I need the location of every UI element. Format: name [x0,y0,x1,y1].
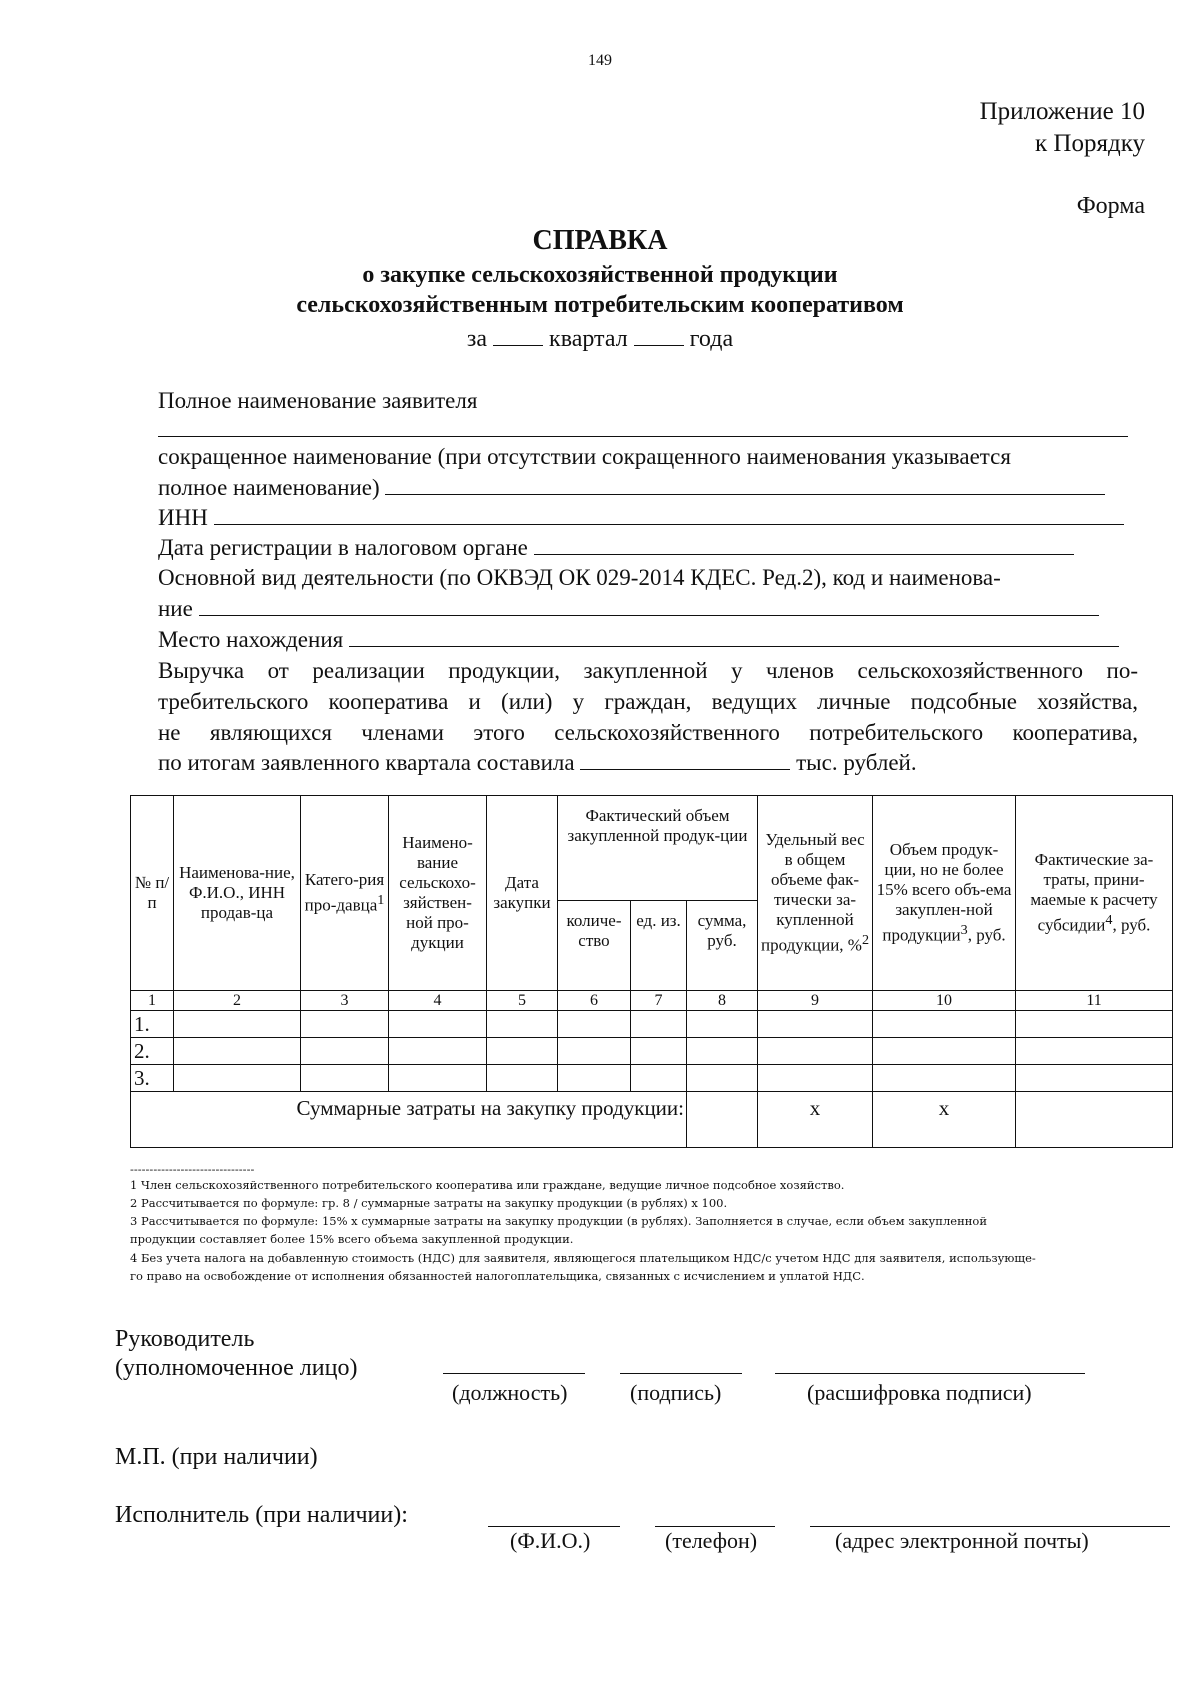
table-cell[interactable] [687,1011,758,1038]
table-row [131,1011,1173,1038]
table-cell[interactable] [631,1011,687,1038]
reg-date-row [158,533,1138,563]
header-qty: количе-ство [558,901,631,991]
okved-label-2: ние [158,596,193,621]
header-volume: Фактический объем закупленной продук-ции [558,796,758,901]
period-line [0,324,1200,353]
appendix-line-2: к Порядку [1035,130,1145,157]
table-cell[interactable] [389,1038,487,1065]
decoding-line[interactable] [775,1373,1085,1374]
header-category-sup: 1 [377,892,385,909]
document-subtitle-1: о закупке сельскохозяйственной продукции [362,262,838,288]
header-seller: Наименова-ние, Ф.И.О., ИНН продав-ца [174,796,301,991]
header-vol15: Объем продук-ции, но не более 15% всего объ-ема закуплен-ной продукции$^3$, руб. [873,796,1016,991]
col-number: 10 [873,991,1016,1011]
table-row [131,1065,1173,1092]
short-name-label-2: полное наименование) [158,475,380,500]
signature-line[interactable] [620,1373,742,1374]
total-costs-cell[interactable] [1016,1092,1173,1148]
phone-line[interactable] [655,1526,775,1527]
stamp-label: М.П. (при наличии) [115,1444,318,1470]
table-cell[interactable] [301,1065,389,1092]
footnote-3b: продукции составляет более 15% всего объема закупленной продукции. [130,1232,574,1246]
col-number: 3 [301,991,389,1011]
table-cell[interactable] [1016,1038,1173,1065]
row-number: 3. [131,1065,174,1092]
table-cell[interactable] [758,1065,873,1092]
inn-blank[interactable] [214,503,1124,525]
header-category: Катего-рия про-давца$^1$ [301,796,389,991]
row-number: 1. [131,1011,174,1038]
location-label: Место нахождения [158,627,344,652]
col-number: 7 [631,991,687,1011]
table-cell[interactable] [1016,1065,1173,1092]
full-name-blank[interactable] [158,436,1128,437]
inn-label: ИНН [158,505,208,530]
table-cell[interactable] [758,1011,873,1038]
period-goda: года [689,326,734,352]
table-cell[interactable] [687,1038,758,1065]
table-cell[interactable] [687,1065,758,1092]
table-cell[interactable] [301,1038,389,1065]
table-cell[interactable] [1016,1011,1173,1038]
table-cell[interactable] [487,1065,558,1092]
table-cell[interactable] [301,1011,389,1038]
head-label-2: (уполномоченное лицо) [115,1355,358,1381]
footnote-separator: -------------------------------- [130,1162,255,1176]
signature-caption: (подпись) [630,1380,722,1405]
table-cell[interactable] [174,1065,301,1092]
email-line[interactable] [810,1526,1170,1527]
table-cell[interactable] [487,1011,558,1038]
table-row [131,1038,1173,1065]
header-no: № п/п [131,796,174,991]
full-name-label: Полное наименование заявителя [158,388,478,413]
purchase-table [130,795,1173,1148]
revenue-blank[interactable] [580,748,790,770]
col-number: 11 [1016,991,1173,1011]
total-share-x: х [758,1092,873,1148]
header-vol15-sup: 3 [960,922,968,939]
total-vol15-x: х [873,1092,1016,1148]
table-cell[interactable] [558,1038,631,1065]
year-blank[interactable] [634,324,684,346]
table-cell[interactable] [631,1065,687,1092]
table-cell[interactable] [389,1011,487,1038]
header-share-sup: 2 [861,932,870,949]
quarter-blank[interactable] [493,324,543,346]
form-label: Форма [1076,193,1145,219]
total-label: Суммарные затраты на закупку продукции: [131,1092,687,1148]
col-number: 2 [174,991,301,1011]
col-number: 5 [487,991,558,1011]
reg-date-label: Дата регистрации в налоговом органе [158,535,528,560]
header-costs: Фактические за-траты, прини-маемые к расчету субсидии$^4$, руб. [1016,796,1173,991]
col-number: 6 [558,991,631,1011]
table-cell[interactable] [174,1038,301,1065]
table-cell[interactable] [389,1065,487,1092]
footnote-1: 1 Член сельскохозяйственного потребительского кооператива или граждане, ведущие личное подсобное хозяйство. [130,1178,845,1192]
table-cell[interactable] [558,1011,631,1038]
header-date: Дата закупки [487,796,558,991]
table-cell[interactable] [631,1038,687,1065]
footnote-3a: 3 Рассчитывается по формуле: 15% х суммарные затраты на закупку продукции (в рублях). Заполняется в случае, если объем закупленной [130,1214,987,1228]
page-number: 149 [588,52,612,69]
email-caption: (адрес электронной почты) [835,1528,1089,1553]
table-cell[interactable] [558,1065,631,1092]
header-share: Удельный вес в общем объеме фак-тически за-купленной продукции, %$^2$ [758,796,873,991]
inn-row [158,503,1138,533]
okved-row [158,594,1138,624]
revenue-text-4a: по итогам заявленного квартала составила [158,750,575,775]
period-za: за [466,326,488,352]
total-row [131,1092,1173,1148]
short-name-blank[interactable] [385,473,1105,495]
short-name-label-1: сокращенное наименование (при отсутствии сокращенного наименования указывается [158,444,1011,469]
column-numbers-row [131,991,1173,1011]
header-costs-sup: 4 [1105,912,1113,929]
period-kvartal: квартал [549,326,628,352]
col-number: 8 [687,991,758,1011]
revenue-text-2: требительского кооператива и (или) у граждан, ведущих личные подсобные хозяйства, [158,689,1138,714]
footnote-4a: 4 Без учета налога на добавленную стоимость (НДС) для заявителя, являющегося плательщиком НДС/с учетом НДС для заявителя, использующе- [130,1251,1036,1265]
table-cell[interactable] [873,1065,1016,1092]
table-cell[interactable] [873,1038,1016,1065]
position-caption: (должность) [452,1380,568,1405]
footnote-4b: го право на освобождение от исполнения обязанностей налогоплательщика, связанных с исчислением и уплатой НДС. [130,1269,865,1283]
fio-line[interactable] [488,1526,620,1527]
total-sum-cell[interactable] [687,1092,758,1148]
table-cell[interactable] [873,1011,1016,1038]
head-label-1: Руководитель [115,1326,255,1352]
okved-blank[interactable] [199,594,1099,616]
revenue-text-4b: тыс. рублей. [796,750,917,775]
okved-label-1: Основной вид деятельности (по ОКВЭД ОК 029-2014 КДЕС. Ред.2), код и наименова- [158,565,1001,590]
col-number: 1 [131,991,174,1011]
header-sum: сумма, руб. [687,901,758,991]
fio-caption: (Ф.И.О.) [510,1528,591,1553]
location-blank[interactable] [349,625,1119,647]
executor-label: Исполнитель (при наличии): [115,1502,408,1528]
revenue-row-4 [158,748,1138,778]
document-title: СПРАВКА [532,225,668,256]
table-cell[interactable] [174,1011,301,1038]
phone-caption: (телефон) [665,1528,758,1553]
revenue-text-3: не являющихся членами этого сельскохозяйственного потребительского кооператива, [158,720,1138,745]
short-name-row [158,473,1138,503]
table-cell[interactable] [758,1038,873,1065]
revenue-text-1: Выручка от реализации продукции, закупленной у членов сельскохозяйственного по- [158,658,1138,683]
appendix-line-1: Приложение 10 [979,98,1145,125]
col-number: 9 [758,991,873,1011]
footnote-2: 2 Рассчитывается по формуле: гр. 8 / суммарные затраты на закупку продукции (в рублях) х 100. [130,1196,728,1210]
position-line[interactable] [443,1373,585,1374]
row-number: 2. [131,1038,174,1065]
col-number: 4 [389,991,487,1011]
header-product: Наимено-вание сельскохо-зяйствен-ной про-дукции [389,796,487,991]
location-row [158,625,1138,655]
document-subtitle-2: сельскохозяйственным потребительским кооперативом [296,292,904,318]
table-cell[interactable] [487,1038,558,1065]
reg-date-blank[interactable] [534,533,1074,555]
decoding-caption: (расшифровка подписи) [807,1380,1032,1405]
header-unit: ед. из. [631,901,687,991]
